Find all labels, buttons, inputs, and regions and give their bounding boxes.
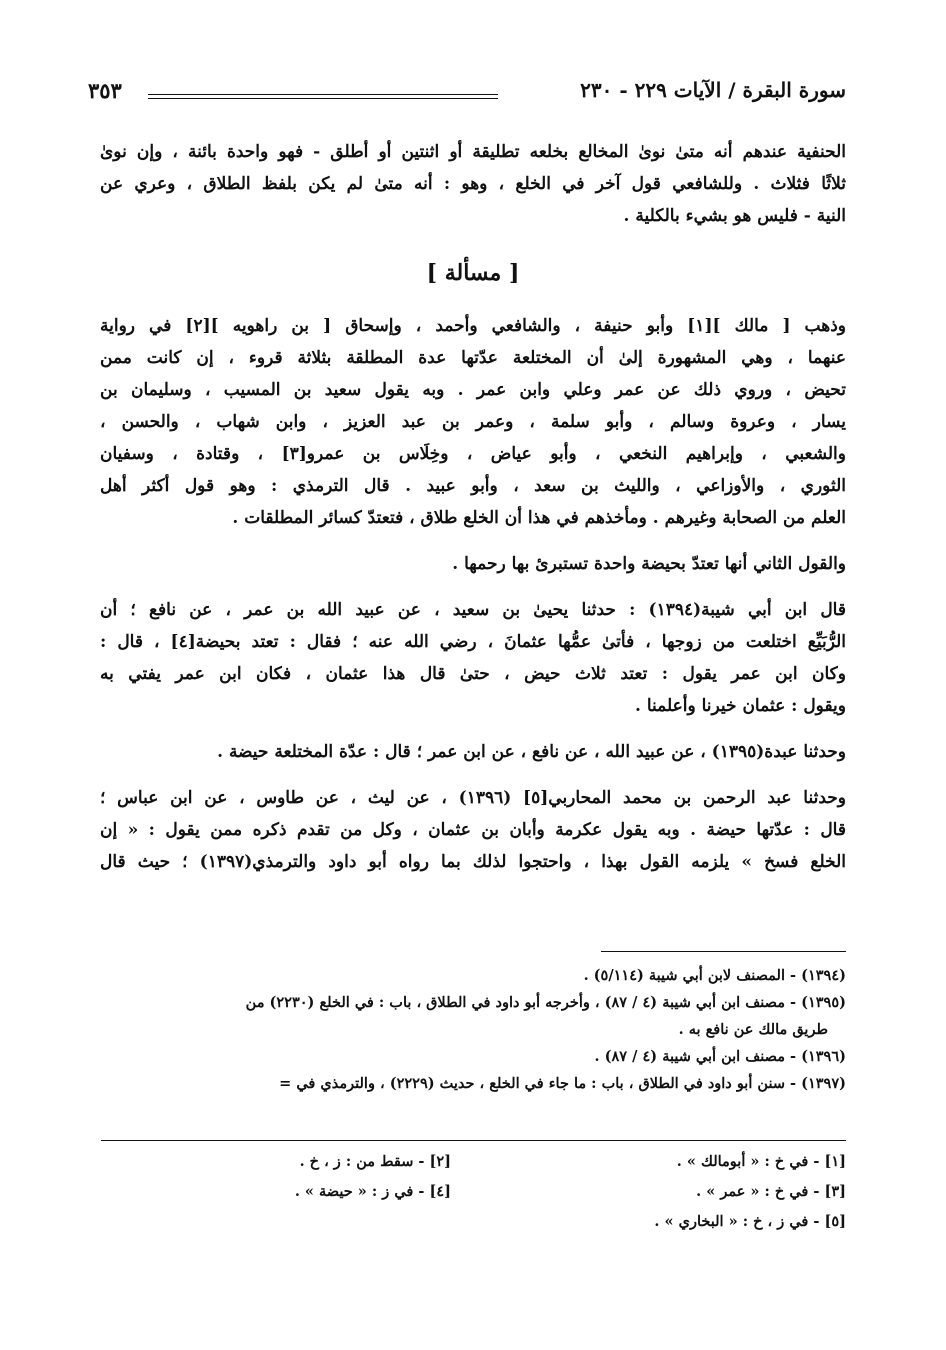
- text-line: قال : عدّتها حيضة . وبه يقول عكرمة وأبان بن عثمان ، وكل من تقدم ذكره ممن يقول : « إن: [100, 820, 846, 840]
- footnote-separator: [601, 951, 846, 952]
- text-line: تحيض ، وروي ذلك عن عمر وعلي وابن عمر . وبه يقول سعيد بن المسيب ، وسليمان بن: [100, 380, 846, 400]
- variant-note: [٤] - في ز : « حيضة » .: [294, 1183, 451, 1200]
- variant-row: [100, 1153, 846, 1183]
- text-line: الثوري ، والأوزاعي ، والليث بن سعد ، وأبو عبيد . قال الترمذي : وهو قول أكثر أهل: [100, 476, 846, 496]
- manuscript-variants: [100, 1153, 846, 1263]
- text-line: والقول الثاني أنها تعتدّ بحيضة واحدة تستبرئ بها رحمها .: [452, 554, 846, 574]
- text-line: ثلاثًا فثلاث . وللشافعي قول آخر في الخلع ، وهو : أنه متىٰ لم يكن بلفظ الطلاق ، وعري عن: [100, 174, 846, 194]
- paragraph-gap: [100, 722, 846, 736]
- text-line: وذهب [ مالك ][١] وأبو حنيفة ، والشافعي وأحمد ، وإسحاق [ بن راهويه ][٢] في رواية: [100, 316, 846, 336]
- running-header: [88, 78, 846, 114]
- paragraph-gap: [100, 580, 846, 594]
- text-line: والشعبي ، وإبراهيم النخعي ، وأبو عياض ، وخِلَاس بن عمرو[٣] ، وقتادة ، وسفيان: [100, 444, 846, 464]
- variant-row: [100, 1183, 846, 1213]
- header-rule: [148, 94, 498, 99]
- footnote: (١٣٩٧) - سنن أبو داود في الطلاق ، باب : ما جاء في الخلع ، حديث (٢٢٢٩) ، والترمذي في =: [279, 1075, 846, 1092]
- section-heading: [ مسألة ]: [426, 260, 520, 286]
- variant-note: [١] - في خ : « أبومالك » .: [676, 1153, 846, 1170]
- paragraph-1: [100, 136, 846, 232]
- variant-note: [٢] - سقط من : ز ، خ .: [299, 1153, 451, 1170]
- footnote: (١٣٩٥) - مصنف ابن أبي شيبة (٤ / ٨٧) ، وأخرجه أبو داود في الطلاق ، باب : في الخلع (٢٢٣٠) من: [245, 994, 846, 1011]
- text-line: قال ابن أبي شيبة(١٣٩٤) : حدثنا يحيىٰ بن سعيد ، عن عبيد الله بن عمر ، عن نافع ؛ أن: [100, 600, 846, 620]
- paragraph-5: [100, 736, 846, 768]
- paragraph-6: [100, 782, 846, 878]
- paragraph-gap: [100, 534, 846, 548]
- surah-title: سورة البقرة / الآيات ٢٢٩ - ٢٣٠: [580, 78, 846, 102]
- text-line: النية - فليس هو بشيء بالكلية .: [623, 206, 846, 226]
- text-line: الرُّبَيِّع اختلعت من زوجها ، فأتىٰ عمُّها عثمانَ ، رضي الله عنه ؛ فقال : تعتد بحيضة[٤] ، قال :: [100, 632, 846, 652]
- text-line: وكان ابن عمر يقول : تعتد ثلاث حيض ، حتىٰ قال هذا عثمان ، فكان ابن عمر يفتي به: [100, 664, 846, 684]
- paragraph-4: [100, 594, 846, 722]
- text-line: الحنفية عندهم أنه متىٰ نوىٰ المخالع بخلعه تطليقة أو اثنتين أو أطلق - فهو واحدة بائنة ، وإن نوىٰ: [100, 142, 846, 162]
- footnote: طريق مالك عن نافع به .: [678, 1021, 828, 1038]
- text-line: وحدثنا عبدة(١٣٩٥) ، عن عبيد الله ، عن نافع ، عن ابن عمر ؛ قال : عدّة المختلعة حيضة .: [217, 742, 846, 762]
- footnote: (١٣٩٤) - المصنف لابن أبي شيبة (٥/١١٤) .: [583, 967, 846, 984]
- text-line: العلم من الصحابة وغيرهم . ومأخذهم في هذا أن الخلع طلاق ، فتعتدّ كسائر المطلقات .: [232, 508, 846, 528]
- text-line: عنهما ، وهي المشهورة إلىٰ أن المختلعة عدّتها عدة المطلقة بثلاثة قروء ، إن كانت ممن: [100, 348, 846, 368]
- text-line: وحدثنا عبد الرحمن بن محمد المحاربي[٥] (١٣٩٦) ، عن ليث ، عن طاوس ، عن ابن عباس ؛: [100, 788, 846, 808]
- paragraph-2: [100, 310, 846, 534]
- main-text: [100, 136, 846, 878]
- text-line: ويقول : عثمان خيرنا وأعلمنا .: [635, 696, 846, 716]
- variant-note: [٥] - في ز ، خ : « البخاري » .: [654, 1213, 846, 1230]
- page-number: ٣٥٣: [88, 78, 122, 103]
- footnote: (١٣٩٦) - مصنف ابن أبي شيبة (٤ / ٨٧) .: [594, 1048, 846, 1065]
- text-line: الخلع فسخ » يلزمه القول بهذا ، واحتجوا لذلك بما رواه أبو داود والترمذي(١٣٩٧) ؛ حيث قال: [100, 852, 846, 872]
- variant-note: [٣] - في خ : « عمر » .: [696, 1183, 846, 1200]
- paragraph-gap: [100, 768, 846, 782]
- footnotes: [100, 962, 846, 1097]
- variant-row: [100, 1213, 846, 1243]
- variants-separator: [101, 1140, 846, 1141]
- paragraph-3: [100, 548, 846, 580]
- text-line: يسار ، وعروة وسالم ، وأبو سلمة ، وعمر بن عبد العزيز ، وابن شهاب ، والحسن ،: [100, 412, 846, 432]
